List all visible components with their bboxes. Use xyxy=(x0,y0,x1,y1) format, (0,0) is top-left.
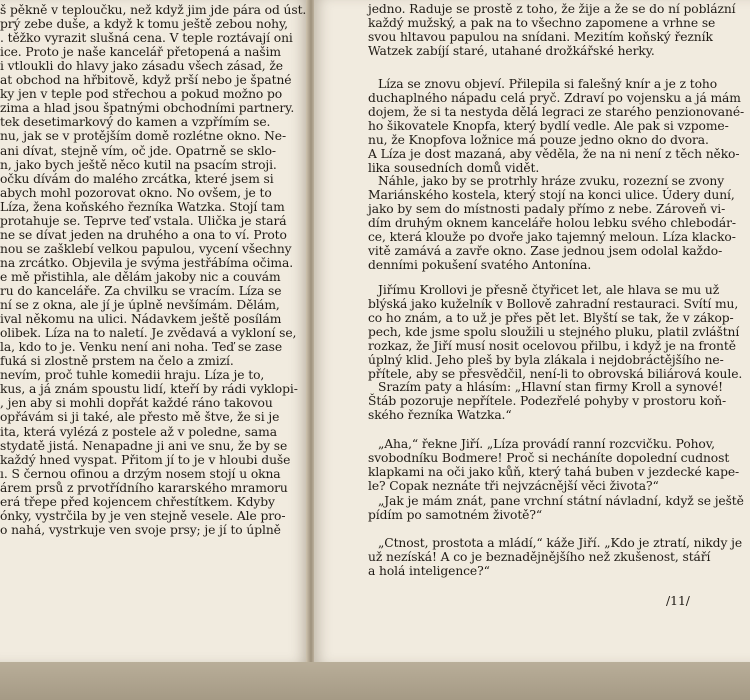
left-page-line: na zrcátko. Objevila je svýma jestřábíma očima. xyxy=(0,255,294,270)
left-page-line: očku dívám do malého zrcátka, které jsem si xyxy=(0,171,274,186)
left-page-line: každý hned vyspat. Přitom jí to je v hloubi duše xyxy=(0,452,291,467)
right-page-line: A Líza je dost mazaná, aby věděla, že na ni není z těch něko- xyxy=(368,147,740,162)
left-page-line: ival někomu na ulici. Nádavkem ještě posílám xyxy=(0,312,282,327)
left-page-line: ice. Proto je naše kancelář přetopená a našim xyxy=(0,45,281,60)
right-page-line: Jiřímu Krollovi je přesně čtyřicet let, ale hlava se mu už xyxy=(378,283,720,297)
left-page-line: š pěkně v teploučku, než když jim jde pára od úst. xyxy=(0,3,307,17)
right-page-line: „Aha,“ řekne Jiří. „Líza provádí ranní rozcvičku. Pohov, xyxy=(378,437,715,451)
left-page-line: ı. S černou ofinou a drzým nosem stojí u okna xyxy=(0,466,281,481)
left-page-line: prý zebe duše, a když k tomu ještě zebou nohy, xyxy=(0,17,288,32)
right-page-line: Mariánského kostela, který stojí na konci ulice. Údery duní, xyxy=(368,188,735,203)
right-page-line: pídím po samotném životě?“ xyxy=(368,508,543,523)
page-bottom-edge xyxy=(0,662,750,700)
right-page-line: ho šikovatele Knopfa, který bydlí vedle. Ale pak si vzpome- xyxy=(368,119,729,134)
left-page-line: Líza, žena koňského řezníka Watzka. Stojí tam xyxy=(0,199,285,214)
right-page-line: lika sousedních domů vidět. xyxy=(368,161,540,176)
left-page-line: nou se zašklebí velkou papulou, vycení všechny xyxy=(0,241,292,256)
left-page-line: e mě přistihla, ale dělám jakoby nic a couvám xyxy=(0,269,281,284)
right-page-line: Náhle, jako by se protrhly hráze zvuku, rozezní se zvony xyxy=(378,174,725,188)
right-page-line: klapkami na oči jako kůň, který tahá buben v jezdecké kape- xyxy=(368,465,740,480)
left-page-line: ru do kanceláře. Za chvilku se vracím. Líza se xyxy=(0,284,282,298)
right-page-line: jako by sem do místnosti padaly přímo z nebe. Zároveň vi- xyxy=(368,202,726,217)
right-page-line: pech, kde jsme spolu sloužili u stejného pluku, platil zvláštní xyxy=(368,325,740,340)
right-page-line: denními pokušení svatého Antonína. xyxy=(368,258,592,273)
right-page-line: blýská jako kuželník v Bollově zahradní restauraci. Svítí mu, xyxy=(368,297,739,312)
right-page-line: „Ctnost, prostota a mládí,“ káže Jiří. „Kdo je ztratí, nikdy je xyxy=(378,536,743,550)
left-page-line: ónky, vystrčila by je ven stejně vesele. Ale pro- xyxy=(0,508,286,523)
left-page-line: erá třepe před kojencem chřestítkem. Kdyby xyxy=(0,494,275,509)
left-page-line: at obchod na hřbitově, když prší nebo je špatné xyxy=(0,73,292,88)
left-page-line: tek desetimarkový do kamen a vzpřímím se. xyxy=(0,115,271,130)
left-page-line: ní se z okna, ale jí je úplně nevšímám. Dělám, xyxy=(0,298,280,313)
left-page xyxy=(0,0,308,662)
left-page-line: ani dívat, stejně vím, oč jde. Opatrně se sklo- xyxy=(0,143,276,158)
right-page-line: dím druhým oknem kanceláře holou lebku svého chlebodár- xyxy=(368,216,736,231)
right-page-line: svou hltavou papulou na snídani. Mezitím koňský řezník xyxy=(368,30,713,45)
left-page-line: nu, jak se v protějším domě rozlétne okno. Ne- xyxy=(0,129,287,144)
right-page-line: dojem, že si ta nestyda dělá legraci ze starého penzionované- xyxy=(368,105,745,120)
left-page-line: i vtloukli do hlavy jako zásadu všech zásad, že xyxy=(0,59,283,74)
left-page-line: protahuje se. Teprve teď vstala. Ulička je stará xyxy=(0,213,287,228)
left-page-line: ky jen v teple pod střechou a pokud možno po xyxy=(0,87,283,102)
right-page-line: rozkaz, že Jiří musí nosit ocelovou přilbu, i když je na frontě xyxy=(368,339,736,354)
right-page-line: Watzek zabíjí staré, utahané drožkářské herky. xyxy=(368,44,655,59)
left-page-line: la, kdo to je. Venku není ani noha. Teď se zase xyxy=(0,340,283,355)
left-page-line: , jen aby si mohli dopřát každé ráno takovou xyxy=(0,396,273,411)
right-page-line: svobodníku Bodmere! Proč si necháníte dopolední cudnost xyxy=(368,451,730,466)
right-page-line: „Jak je mám znát, pane vrchní státní návladní, když se ještě xyxy=(378,494,744,508)
right-page-line: přítele, aby se přesvědčil, není-li to obrovská biliárová koule. xyxy=(368,367,743,382)
left-page-line: fuká si zlostně prstem na čelo a zmizí. xyxy=(0,354,234,369)
right-page xyxy=(314,0,750,662)
left-page-line: abych mohl pozorovat okno. No ovšem, je to xyxy=(0,185,272,200)
right-page-line: a holá inteligence?“ xyxy=(368,564,490,579)
right-page-line: ského řezníka Watzka.“ xyxy=(368,408,512,423)
left-page-line: ne se dívat jeden na druhého a ona to ví. Proto xyxy=(0,227,287,242)
right-page-line: Srazím paty a hlásím: „Hlavní stan firmy Kroll a synové! xyxy=(378,380,723,394)
right-page-line: jedno. Raduje se prostě z toho, že žije a že se do ní poblázní xyxy=(368,2,736,16)
right-page-line: Líza se znovu objeví. Přilepila si falešný knír a je z toho xyxy=(378,77,718,91)
left-page-line: kus, a já znám spoustu lidí, kteří by rádi vyklopi- xyxy=(0,382,298,397)
right-page-line: le? Copak neznáte tři nejvzácnější věci života?“ xyxy=(368,479,659,494)
right-page-line: už nezíská! A co je beznadějnějšího než zkušenost, stáří xyxy=(368,550,711,565)
right-page-line: nu, že Knopfova ložnice má pouze jedno okno do dvora. xyxy=(368,133,709,148)
right-page-line: úplný klid. Jeho pleš by byla zlákala i nejdobráctějšího ne- xyxy=(368,353,724,368)
page-number: /11/ xyxy=(666,594,690,608)
left-page-line: olibek. Líza na to naletí. Je zvědavá a vykloní se, xyxy=(0,326,297,341)
right-page-line: Štáb pozoruje nepřítele. Podezřelé pohyby v prostoru koň- xyxy=(368,394,727,409)
right-page-line: ce, která klouže po dvoře jako tajemný meloun. Líza klacko- xyxy=(368,230,736,245)
right-page-line: vitě zamává a zavře okno. Zase jednou jsem odolal každo- xyxy=(368,244,723,259)
left-page-line: stydatě jistá. Nenapadne ji ani ve snu, že by se xyxy=(0,438,288,453)
left-page-line: o nahá, vystrkuje ven svoje prsy; je jí to úplně xyxy=(0,522,281,537)
left-page-line: zima a hlad jsou špatnými obchodními partnery. xyxy=(0,101,295,116)
left-page-line: árem prsů z prvotřídního kararského mramoru xyxy=(0,480,288,495)
left-page-line: opřávám si ji také, ale přesto mě štve, že si je xyxy=(0,410,280,425)
left-page-line: . těžko vyrazit slušná cena. V teple roztávají oni xyxy=(0,31,293,46)
right-page-line: duchaplného nápadu celá pryč. Zdraví po vojensku a já mám xyxy=(368,91,741,106)
right-page-line: co ho znám, a to už je přes pět let. Blyští se tak, že v zákop- xyxy=(368,311,734,326)
left-page-line: n, jako bych ještě něco kutil na psacím stroji. xyxy=(0,157,277,172)
right-page-line: každý mužský, a pak na to všechno zapomene a vrhne se xyxy=(368,16,716,31)
left-page-line: nevím, proč tuhle komedii hraju. Líza je to, xyxy=(0,368,265,383)
left-page-line: ita, která vylézá z postele až v poledne, sama xyxy=(0,424,277,439)
